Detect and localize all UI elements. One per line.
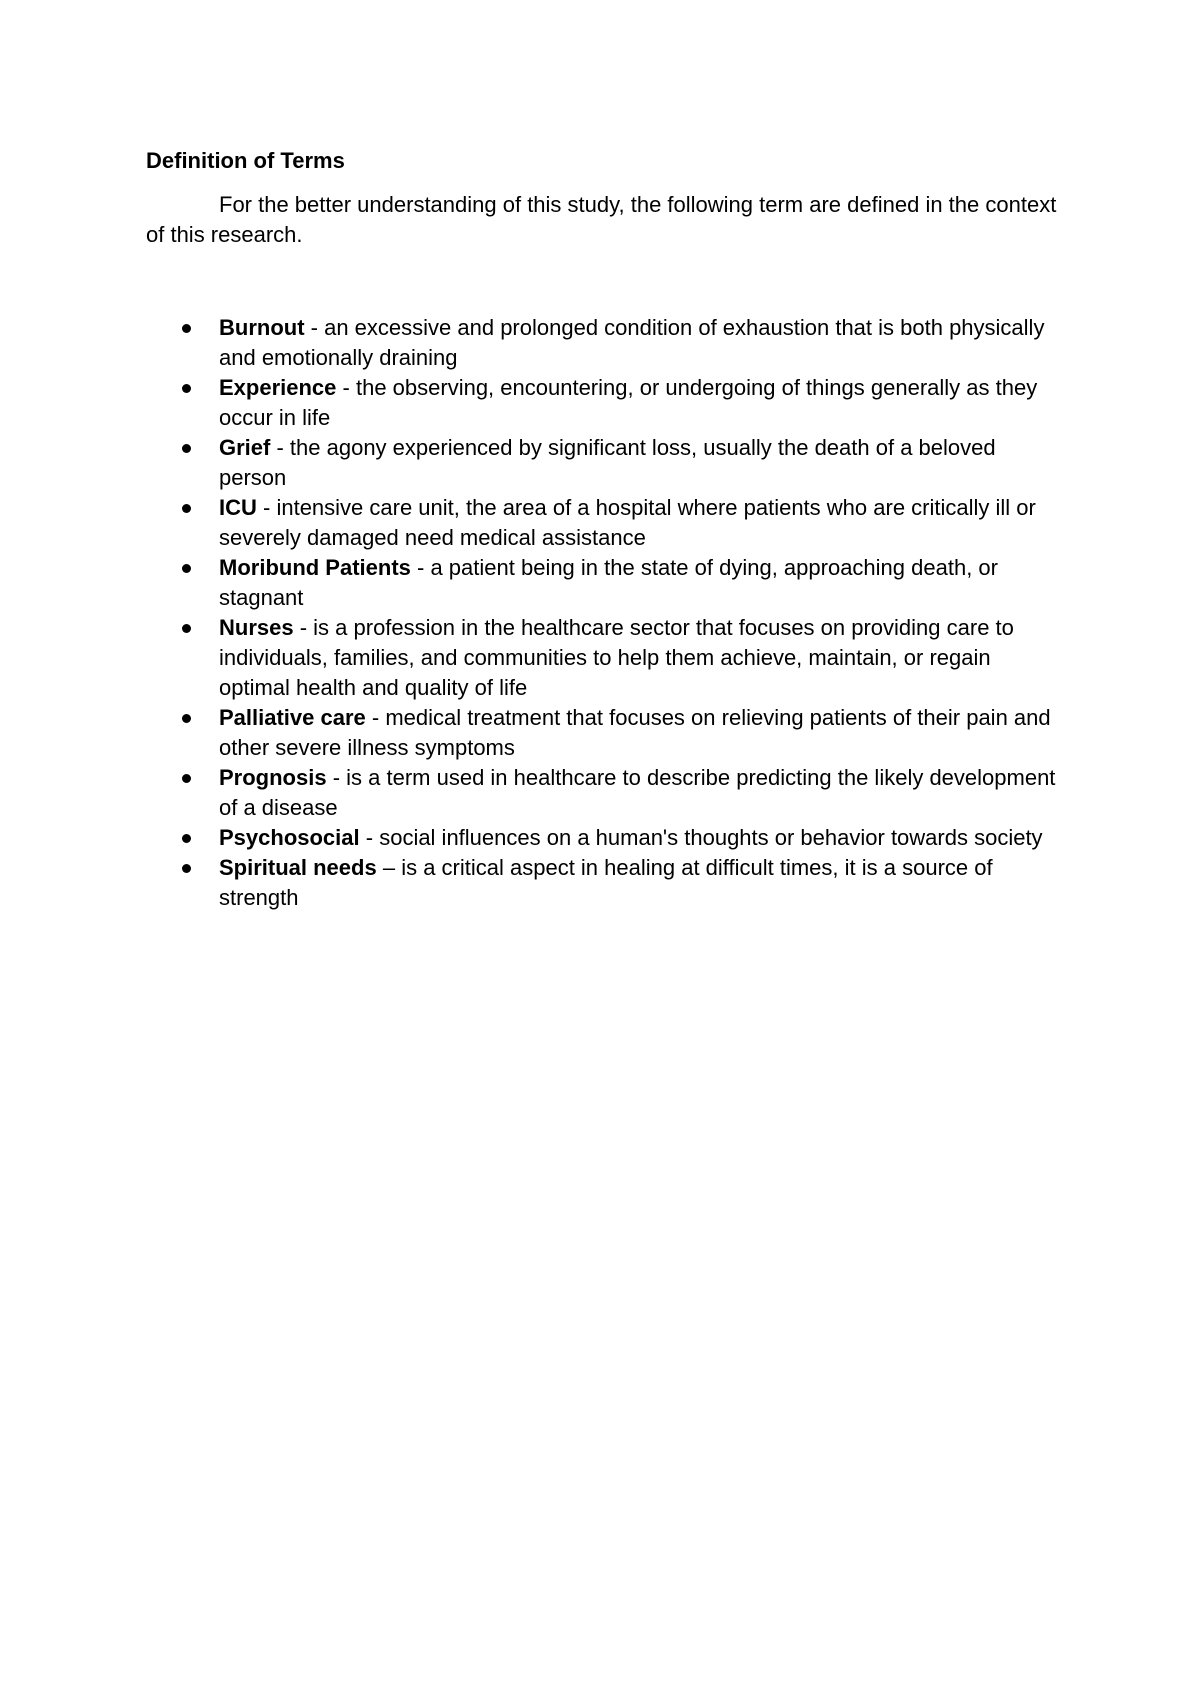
list-item	[146, 823, 1066, 853]
term-definition: the agony experienced by significant loss, usually the death of a beloved person	[219, 435, 996, 490]
term-definition: social influences on a human's thoughts or behavior towards society	[379, 825, 1043, 850]
term-name: Spiritual needs	[219, 855, 377, 880]
bullet-icon	[182, 774, 191, 783]
bullet-icon	[182, 324, 191, 333]
term-definition: the observing, encountering, or undergoing of things generally as they occur in life	[219, 375, 1038, 430]
term-name: Burnout	[219, 315, 305, 340]
term-separator: -	[410, 555, 431, 580]
term-name: Grief	[219, 435, 271, 460]
list-item	[146, 553, 1066, 613]
bullet-icon	[182, 834, 191, 843]
term-name: Palliative care	[219, 705, 366, 730]
term-name: Psychosocial	[219, 825, 360, 850]
intro-paragraph: For the better understanding of this study, the following term are defined in the context of this research.	[146, 192, 1057, 247]
term-definition: is a term used in healthcare to describe predicting the likely development of a disease	[219, 765, 1056, 820]
term-name: Experience	[219, 375, 337, 400]
term-separator: -	[336, 375, 356, 400]
term-separator: -	[326, 765, 347, 790]
list-item	[146, 493, 1066, 553]
term-definition: is a critical aspect in healing at difficult times, it is a source of strength	[219, 855, 993, 910]
term-name: ICU	[219, 495, 257, 520]
term-definition: a patient being in the state of dying, approaching death, or stagnant	[219, 555, 998, 610]
bullet-icon	[182, 864, 191, 873]
term-separator: -	[293, 615, 314, 640]
list-item	[146, 703, 1066, 763]
list-item	[146, 763, 1066, 823]
term-definition: an excessive and prolonged condition of exhaustion that is both physically and emotionally draining	[219, 315, 1045, 370]
term-name: Nurses	[219, 615, 294, 640]
page-title: Definition of Terms	[146, 148, 345, 173]
term-separator: -	[359, 825, 380, 850]
bullet-icon	[182, 714, 191, 723]
term-definition: intensive care unit, the area of a hospital where patients who are critically ill or severely damaged need medical assistance	[219, 495, 1036, 550]
term-name: Moribund Patients	[219, 555, 411, 580]
terms-list	[146, 313, 1066, 913]
list-item	[146, 613, 1066, 703]
term-separator: -	[304, 315, 325, 340]
term-name: Prognosis	[219, 765, 327, 790]
term-separator: -	[365, 705, 386, 730]
term-separator: -	[270, 435, 290, 460]
bullet-icon	[182, 564, 191, 573]
term-definition: medical treatment that focuses on relieving patients of their pain and other severe illness symptoms	[219, 705, 1051, 760]
list-item	[146, 373, 1066, 433]
list-item	[146, 433, 1066, 493]
term-separator: -	[256, 495, 277, 520]
bullet-icon	[182, 624, 191, 633]
list-item	[146, 313, 1066, 373]
bullet-icon	[182, 384, 191, 393]
term-separator: –	[376, 855, 402, 880]
term-definition: is a profession in the healthcare sector that focuses on providing care to individuals, families, and communities to help them achieve, maintain, or regain optimal health and quality of life	[219, 615, 1014, 700]
bullet-icon	[182, 444, 191, 453]
bullet-icon	[182, 504, 191, 513]
list-item	[146, 853, 1066, 913]
